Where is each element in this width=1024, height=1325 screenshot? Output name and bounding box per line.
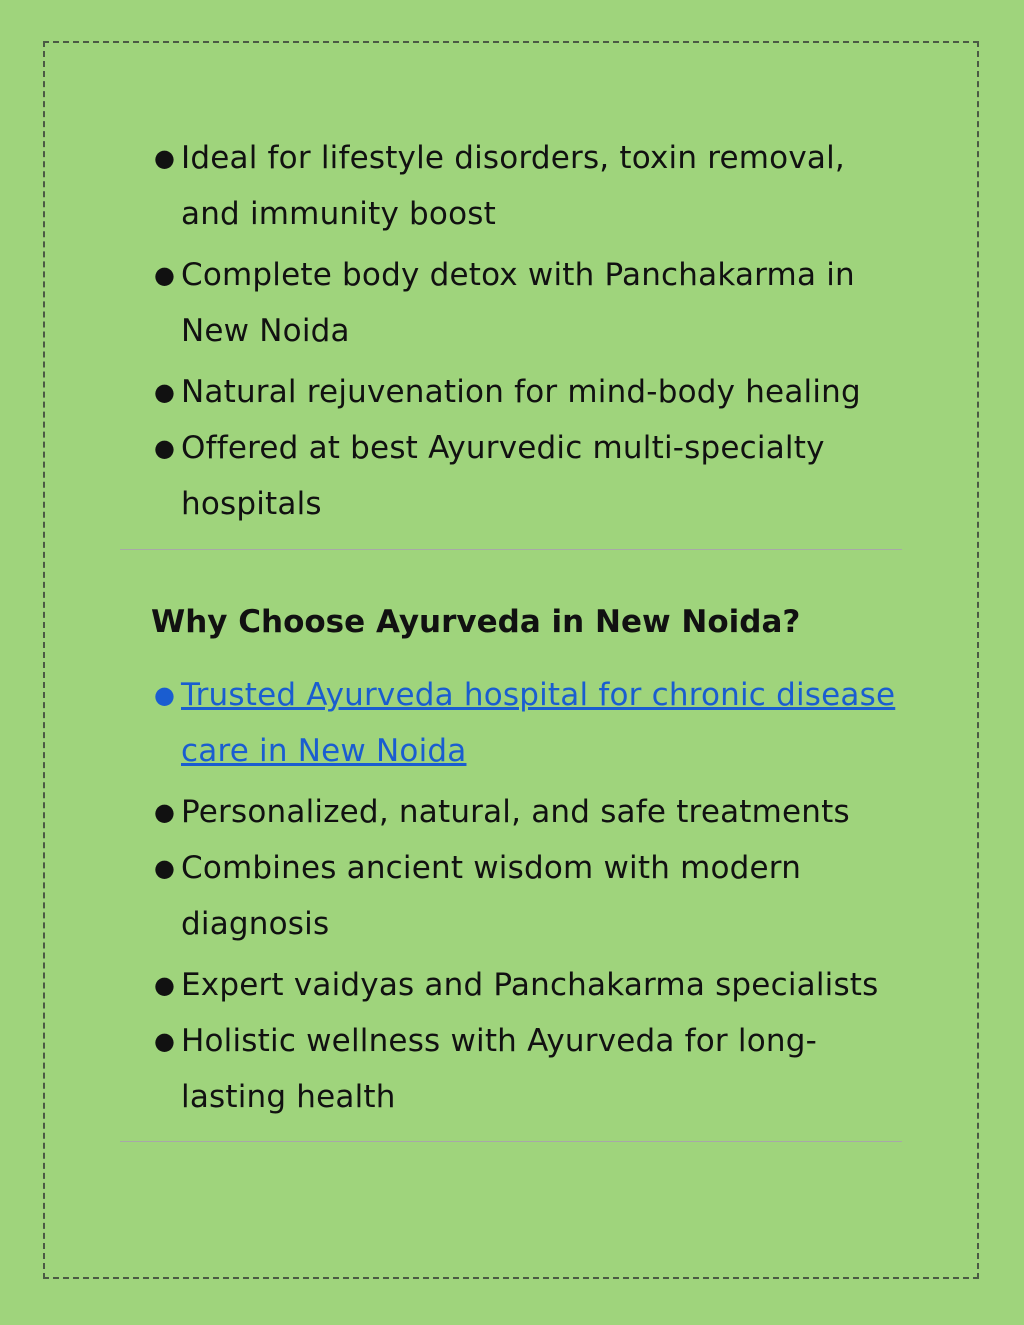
list-item-text: Combines ancient wisdom with modern diagnosis [181,850,802,942]
list-item-text: Ideal for lifestyle disorders, toxin removal, and immunity boost [181,140,845,232]
bullet-dot-icon: ● [154,261,176,289]
list-item [150,130,910,242]
list-item-text: Expert vaidyas and Panchakarma specialists [181,967,879,1003]
bullet-dot-icon: ● [154,681,176,709]
section-divider [120,549,902,550]
bullet-dot-icon: ● [154,1027,176,1055]
bullet-dot-icon: ● [154,854,176,882]
list-item [150,784,910,840]
list-item-link[interactable] [150,667,910,779]
list-item-text: Offered at best Ayurvedic multi-specialty hospitals [181,430,825,522]
list-item-text: Personalized, natural, and safe treatments [181,794,850,830]
why-choose-list [150,667,910,1125]
list-item-text: Complete body detox with Panchakarma in New Noida [181,257,855,349]
list-item [150,364,910,420]
bullet-dot-icon: ● [154,144,176,172]
bullet-dot-icon: ● [154,798,176,826]
list-item-text: Natural rejuvenation for mind-body healing [181,374,861,410]
list-item [150,957,910,1013]
section-divider [120,1141,902,1142]
benefits-list [150,130,910,532]
bullet-dot-icon: ● [154,434,176,462]
list-item [150,840,910,952]
hospital-link[interactable]: Trusted Ayurveda hospital for chronic disease care in New Noida [181,677,896,769]
list-item-text: Holistic wellness with Ayurveda for long-lasting health [181,1023,818,1115]
list-item [150,1013,910,1125]
bullet-dot-icon: ● [154,378,176,406]
bullet-dot-icon: ● [154,971,176,999]
section-heading: Why Choose Ayurveda in New Noida? [151,604,801,640]
list-item [150,247,910,359]
list-item [150,420,910,532]
